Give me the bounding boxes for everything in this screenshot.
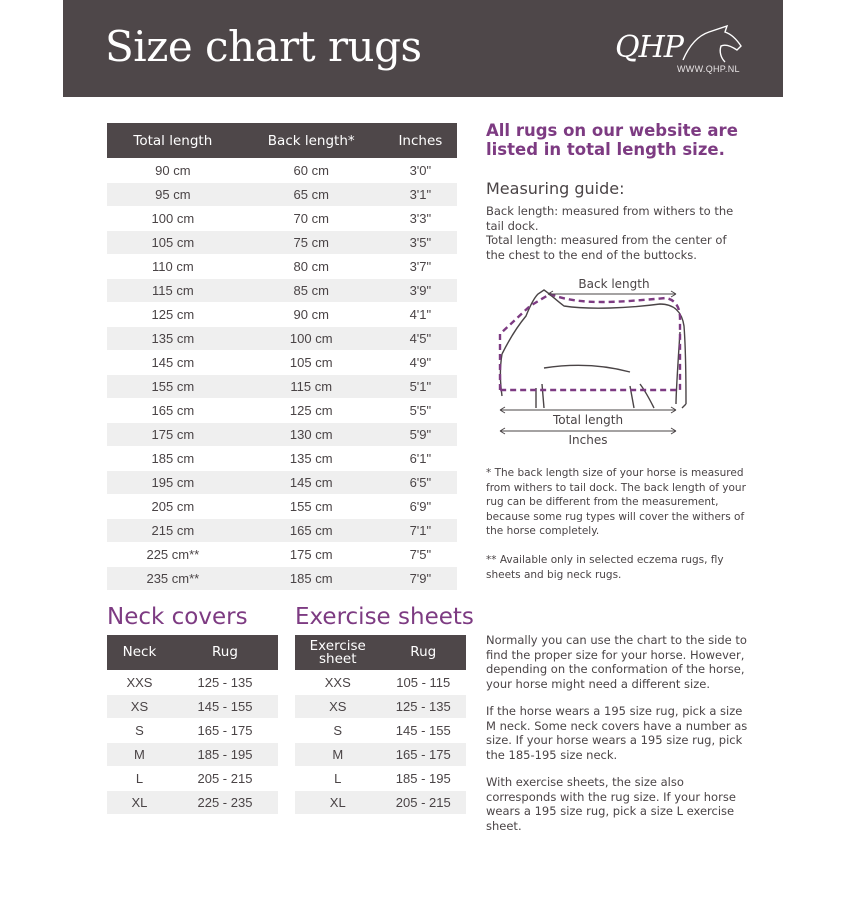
table-cell: 185 cm	[107, 447, 239, 471]
table-cell: 100 cm	[239, 327, 384, 351]
advice-paragraph: If the horse wears a 195 size rug, pick a size M neck. Some neck covers have a number as size. If your horse wears a 195 size rug, pick the 185-195 size neck.	[486, 704, 748, 762]
logo-url: WWW.QHP.NL	[677, 64, 740, 74]
table-row	[107, 159, 457, 183]
table-cell: 205 - 215	[381, 791, 467, 815]
table-cell: 5'9"	[384, 423, 457, 447]
table-cell: 6'1"	[384, 447, 457, 471]
table-cell: 105 - 115	[381, 671, 467, 695]
table-row	[107, 255, 457, 279]
table-cell: M	[295, 743, 381, 767]
table-row	[107, 519, 457, 543]
table-cell: 6'5"	[384, 471, 457, 495]
table-cell: 145 cm	[107, 351, 239, 375]
back-length-footnote: * The back length size of your horse is measured from withers to tail dock. The back length of your rug can be different from the measurement, because some rug types will cover the withers of the horse completely.	[486, 467, 746, 537]
table-cell: 4'9"	[384, 351, 457, 375]
table-cell: 75 cm	[239, 231, 384, 255]
table-cell: 125 cm	[239, 399, 384, 423]
table-cell: XS	[295, 695, 381, 719]
table-row	[107, 543, 457, 567]
table-cell: 90 cm	[239, 303, 384, 327]
table-cell: 145 - 155	[172, 695, 278, 719]
table-cell: 3'7"	[384, 255, 457, 279]
total-length-definition: Total length: measured from the center of the chest to the end of the buttocks.	[486, 233, 727, 262]
table-cell: 80 cm	[239, 255, 384, 279]
column-header: Back length*	[239, 123, 384, 159]
table-cell: 185 cm	[239, 567, 384, 591]
table-cell: 165 - 175	[172, 719, 278, 743]
table-row	[107, 231, 457, 255]
table-cell: 135 cm	[107, 327, 239, 351]
table-row	[107, 351, 457, 375]
table-row	[295, 767, 466, 791]
table-cell: 95 cm	[107, 183, 239, 207]
table-cell: 105 cm	[107, 231, 239, 255]
advice-paragraph: Normally you can use the chart to the side to find the proper size for your horse. However, depending on the conformation of the horse, your horse might need a different size.	[486, 633, 747, 691]
table-cell: XL	[295, 791, 381, 815]
table-row	[295, 719, 466, 743]
table-cell: 125 cm	[107, 303, 239, 327]
table-row	[107, 423, 457, 447]
table-cell: L	[295, 767, 381, 791]
column-header: Inches	[384, 123, 457, 159]
table-cell: 90 cm	[107, 159, 239, 183]
table-cell: XS	[107, 695, 172, 719]
table-cell: XL	[107, 791, 172, 815]
table-row	[107, 567, 457, 591]
table-row	[107, 207, 457, 231]
table-cell: 155 cm	[239, 495, 384, 519]
table-cell: 225 - 235	[172, 791, 278, 815]
table-row	[107, 695, 278, 719]
horse-measurement-diagram	[490, 272, 710, 452]
table-cell: 4'5"	[384, 327, 457, 351]
neck-covers-heading: Neck covers	[107, 604, 248, 630]
table-cell: 135 cm	[239, 447, 384, 471]
column-header: Rug	[381, 635, 467, 671]
table-cell: S	[107, 719, 172, 743]
table-row	[107, 671, 278, 695]
table-cell: 225 cm**	[107, 543, 239, 567]
table-cell: 175 cm	[239, 543, 384, 567]
measuring-guide-title: Measuring guide:	[486, 179, 625, 198]
table-cell: 165 cm	[107, 399, 239, 423]
table-cell: 115 cm	[107, 279, 239, 303]
table-cell: 205 - 215	[172, 767, 278, 791]
column-header: Exercise sheet	[295, 635, 381, 671]
table-cell: 205 cm	[107, 495, 239, 519]
neck-covers-table	[107, 635, 278, 814]
table-cell: 7'5"	[384, 543, 457, 567]
table-cell: 5'5"	[384, 399, 457, 423]
qhp-logo[interactable]	[615, 24, 745, 79]
table-cell: 3'1"	[384, 183, 457, 207]
table-row	[107, 447, 457, 471]
table-cell: 175 cm	[107, 423, 239, 447]
exercise-table-body	[295, 671, 466, 815]
advice-paragraph: With exercise sheets, the size also corresponds with the rug size. If your horse wears a 195 size rug, pick a size L exercise sheet.	[486, 775, 736, 833]
table-row	[107, 375, 457, 399]
exercise-sheets-heading: Exercise sheets	[295, 604, 474, 630]
table-cell: XXS	[107, 671, 172, 695]
page-title: Size chart rugs	[105, 22, 422, 71]
table-cell: 125 - 135	[381, 695, 467, 719]
table-row	[107, 303, 457, 327]
table-row	[107, 495, 457, 519]
table-header-row	[295, 635, 466, 671]
column-header: Neck	[107, 635, 172, 671]
table-cell: 3'3"	[384, 207, 457, 231]
column-header: Total length	[107, 123, 239, 159]
table-cell: 165 - 175	[381, 743, 467, 767]
measuring-guide-text	[486, 204, 746, 262]
table-cell: 6'9"	[384, 495, 457, 519]
table-row	[295, 791, 466, 815]
table-cell: 115 cm	[239, 375, 384, 399]
horse-head-icon	[675, 24, 745, 64]
availability-note: ** Available only in selected eczema rugs, fly sheets and big neck rugs.	[486, 554, 724, 581]
table-cell: 3'0"	[384, 159, 457, 183]
table-cell: 145 cm	[239, 471, 384, 495]
table-cell: 215 cm	[107, 519, 239, 543]
table-cell: L	[107, 767, 172, 791]
table-cell: 185 - 195	[172, 743, 278, 767]
table-header-row	[107, 635, 278, 671]
table-cell: 165 cm	[239, 519, 384, 543]
logo-text: QHP	[615, 30, 683, 65]
table-cell: 195 cm	[107, 471, 239, 495]
table-cell: 70 cm	[239, 207, 384, 231]
column-header: Rug	[172, 635, 278, 671]
table-cell: M	[107, 743, 172, 767]
table-row	[107, 767, 278, 791]
table-row	[295, 671, 466, 695]
header-banner	[63, 0, 783, 97]
neck-table-body	[107, 671, 278, 815]
promo-text: All rugs on our website are listed in total length size.	[486, 121, 738, 159]
table-header-row	[107, 123, 457, 159]
table-row	[107, 471, 457, 495]
table-cell: S	[295, 719, 381, 743]
table-row	[295, 743, 466, 767]
table-cell: 235 cm**	[107, 567, 239, 591]
back-length-label: Back length	[578, 277, 650, 291]
table-row	[107, 743, 278, 767]
table-cell: 65 cm	[239, 183, 384, 207]
table-cell: 145 - 155	[381, 719, 467, 743]
table-cell: 155 cm	[107, 375, 239, 399]
table-cell: 125 - 135	[172, 671, 278, 695]
table-cell: 110 cm	[107, 255, 239, 279]
back-length-definition: Back length: measured from withers to the tail dock.	[486, 204, 734, 233]
table-cell: 3'9"	[384, 279, 457, 303]
table-row	[295, 695, 466, 719]
size-table-body	[107, 159, 457, 591]
sizing-advice	[486, 633, 748, 846]
table-cell: 7'1"	[384, 519, 457, 543]
table-row	[107, 327, 457, 351]
table-cell: 3'5"	[384, 231, 457, 255]
table-row	[107, 719, 278, 743]
exercise-sheets-table	[295, 635, 466, 814]
table-row	[107, 279, 457, 303]
table-cell: 185 - 195	[381, 767, 467, 791]
table-row	[107, 183, 457, 207]
table-cell: 100 cm	[107, 207, 239, 231]
table-row	[107, 791, 278, 815]
size-chart-table	[107, 123, 457, 590]
table-cell: 7'9"	[384, 567, 457, 591]
table-cell: XXS	[295, 671, 381, 695]
inches-label: Inches	[568, 433, 608, 447]
table-cell: 130 cm	[239, 423, 384, 447]
table-cell: 5'1"	[384, 375, 457, 399]
table-cell: 85 cm	[239, 279, 384, 303]
table-row	[107, 399, 457, 423]
table-cell: 60 cm	[239, 159, 384, 183]
table-cell: 105 cm	[239, 351, 384, 375]
table-cell: 4'1"	[384, 303, 457, 327]
total-length-label: Total length	[552, 413, 624, 427]
